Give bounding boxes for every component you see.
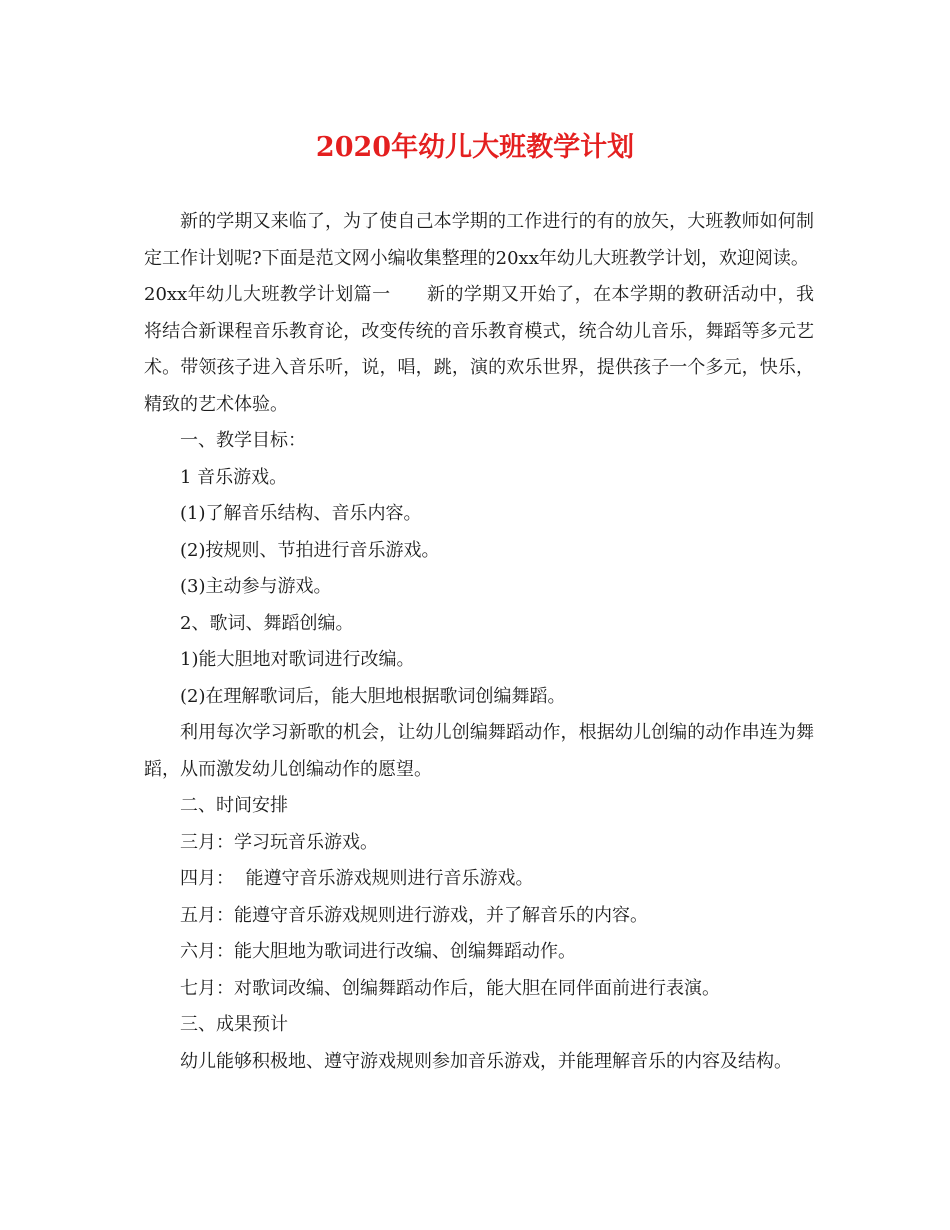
outcome-paragraph: 幼儿能够积极地、遵守游戏规则参加音乐游戏，并能理解音乐的内容及结构。 — [180, 1050, 792, 1072]
schedule-item-june: 六月：能大胆地为歌词进行改编、创编舞蹈动作。 — [180, 941, 576, 962]
schedule-item-july: 七月：对歌词改编、创编舞蹈动作后，能大胆在同伴面前进行表演。 — [180, 977, 720, 999]
schedule-item-march: 三月：学习玩音乐游戏。 — [180, 831, 378, 853]
document-body — [144, 204, 814, 1080]
document-title: 2020年幼儿大班教学计划 — [315, 132, 635, 163]
plan-heading: 20xx年幼儿大班教学计划篇一 — [144, 284, 391, 305]
goal-note-paragraph: 利用每次学习新歌的机会，让幼儿创编舞蹈动作，根据幼儿创编的动作串连为舞蹈，从而激发幼儿创编动作的愿望。 — [144, 722, 814, 780]
plan-intro-paragraph — [144, 277, 814, 423]
goal-subitem: (1)了解音乐结构、音乐内容。 — [180, 503, 422, 524]
goal-subitem: (2)在理解歌词后，能大胆地根据歌词创编舞蹈。 — [180, 685, 566, 707]
section-title-schedule: 二、时间安排 — [180, 795, 288, 816]
plan-intro-text: 新的学期又开始了，在本学期的教研活动中，我将结合新课程音乐教育论，改变传统的音乐教育模式，统合幼儿音乐，舞蹈等多元艺术。带领孩子进入音乐听，说，唱，跳，演的欢乐世界，提供孩子一个多元，快乐，精致的艺术体验。 — [144, 284, 814, 415]
goal-item-lyrics-dance: 2、歌词、舞蹈创编。 — [180, 612, 354, 634]
schedule-item-may: 五月：能遵守音乐游戏规则进行游戏，并了解音乐的内容。 — [180, 904, 648, 926]
section-title-outcomes: 三、成果预计 — [180, 1014, 288, 1035]
schedule-item-april: 四月： 能遵守音乐游戏规则进行音乐游戏。 — [180, 868, 534, 889]
section-title-goals: 一、教学目标： — [180, 430, 306, 451]
goal-subitem: 1)能大胆地对歌词进行改编。 — [180, 649, 415, 670]
goal-subitem: (2)按规则、节拍进行音乐游戏。 — [180, 539, 440, 561]
goal-item-music-games: 1 音乐游戏。 — [180, 466, 288, 488]
goal-subitem: (3)主动参与游戏。 — [180, 576, 332, 597]
intro-paragraph: 新的学期又来临了，为了使自己本学期的工作进行的有的放矢，大班教师如何制定工作计划呢?下面是范文网小编收集整理的20xx年幼儿大班教学计划，欢迎阅读。 — [144, 211, 814, 269]
